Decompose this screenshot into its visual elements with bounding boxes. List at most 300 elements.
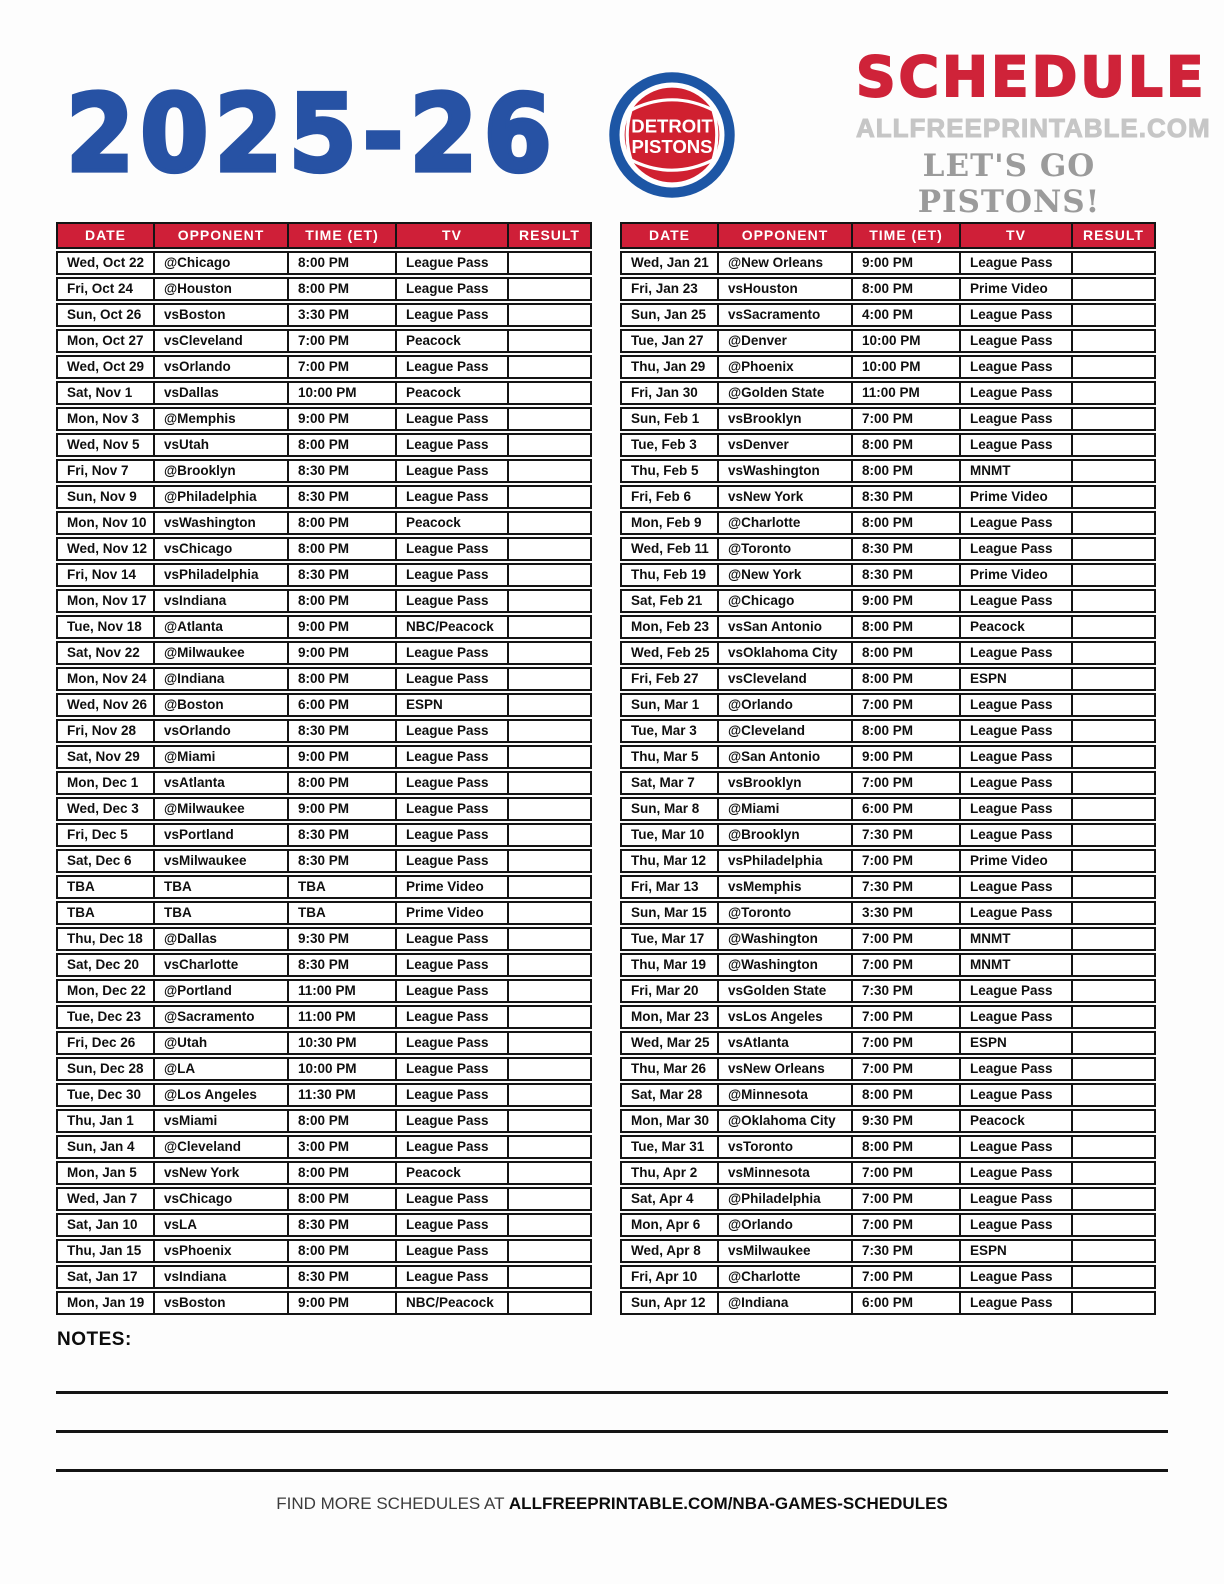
opponent-cell: @Golden State xyxy=(719,381,853,405)
logo-text-line1: DETROIT xyxy=(631,115,713,137)
opponent-cell: vsPhiladelphia xyxy=(155,563,289,587)
time-cell: 8:00 PM xyxy=(853,667,961,691)
time-cell: 9:30 PM xyxy=(289,927,397,951)
opponent-cell: @Chicago xyxy=(155,251,289,275)
result-cell xyxy=(509,771,592,795)
time-cell: 11:30 PM xyxy=(289,1083,397,1107)
date-cell: Tue, Dec 30 xyxy=(56,1083,155,1107)
column-header-opponent: OPPONENT xyxy=(155,222,289,249)
time-cell: 8:00 PM xyxy=(289,1161,397,1185)
date-cell: Tue, Feb 3 xyxy=(620,433,719,457)
result-cell xyxy=(509,667,592,691)
opponent-cell: @Philadelphia xyxy=(155,485,289,509)
opponent-cell: @Cleveland xyxy=(155,1135,289,1159)
opponent-cell: vsAtlanta xyxy=(719,1031,853,1055)
date-cell: Fri, Oct 24 xyxy=(56,277,155,301)
tv-cell: League Pass xyxy=(397,563,509,587)
table-row xyxy=(620,693,1156,717)
opponent-cell: @Milwaukee xyxy=(155,797,289,821)
result-cell xyxy=(509,1239,592,1263)
time-cell: 8:00 PM xyxy=(853,1135,961,1159)
time-cell: 7:00 PM xyxy=(853,927,961,951)
date-cell: Mon, Jan 19 xyxy=(56,1291,155,1315)
date-cell: Thu, Feb 19 xyxy=(620,563,719,587)
tv-cell: League Pass xyxy=(397,1109,509,1133)
table-header-row xyxy=(56,222,592,249)
result-cell xyxy=(509,1135,592,1159)
table-row xyxy=(56,1083,592,1107)
table-row xyxy=(56,693,592,717)
opponent-cell: @Oklahoma City xyxy=(719,1109,853,1133)
time-cell: 7:00 PM xyxy=(853,1057,961,1081)
brand-block xyxy=(856,45,1211,220)
tv-cell: League Pass xyxy=(397,1187,509,1211)
tv-cell: League Pass xyxy=(961,901,1073,925)
tv-cell: League Pass xyxy=(397,641,509,665)
result-cell xyxy=(1073,641,1156,665)
opponent-cell: vsBrooklyn xyxy=(719,407,853,431)
tv-cell: League Pass xyxy=(397,953,509,977)
time-cell: 10:00 PM xyxy=(289,381,397,405)
time-cell: 8:30 PM xyxy=(289,1265,397,1289)
tv-cell: League Pass xyxy=(961,1187,1073,1211)
result-cell xyxy=(509,277,592,301)
time-cell: 10:00 PM xyxy=(853,329,961,353)
result-cell xyxy=(1073,745,1156,769)
opponent-cell: @Miami xyxy=(155,745,289,769)
table-row xyxy=(620,1265,1156,1289)
table-row xyxy=(56,355,592,379)
result-cell xyxy=(1073,1187,1156,1211)
time-cell: 8:00 PM xyxy=(289,277,397,301)
tv-cell: League Pass xyxy=(397,303,509,327)
time-cell: TBA xyxy=(289,901,397,925)
opponent-cell: TBA xyxy=(155,875,289,899)
date-cell: Thu, Mar 12 xyxy=(620,849,719,873)
time-cell: 8:00 PM xyxy=(289,771,397,795)
opponent-cell: vsWashington xyxy=(155,511,289,535)
table-row xyxy=(56,1031,592,1055)
time-cell: 8:30 PM xyxy=(289,459,397,483)
time-cell: 9:00 PM xyxy=(853,745,961,769)
opponent-cell: vsDallas xyxy=(155,381,289,405)
column-header-time: TIME (ET) xyxy=(289,222,397,249)
opponent-cell: @Los Angeles xyxy=(155,1083,289,1107)
date-cell: Tue, Mar 17 xyxy=(620,927,719,951)
time-cell: 6:00 PM xyxy=(853,1291,961,1315)
table-row xyxy=(56,745,592,769)
opponent-cell: vsSan Antonio xyxy=(719,615,853,639)
table-row xyxy=(56,485,592,509)
table-row xyxy=(56,1057,592,1081)
date-cell: Wed, Oct 29 xyxy=(56,355,155,379)
date-cell: Sat, Feb 21 xyxy=(620,589,719,613)
result-cell xyxy=(1073,1057,1156,1081)
result-cell xyxy=(509,849,592,873)
time-cell: 7:30 PM xyxy=(853,823,961,847)
date-cell: Wed, Jan 7 xyxy=(56,1187,155,1211)
table-row xyxy=(620,459,1156,483)
result-cell xyxy=(509,1187,592,1211)
logo-text-line2: PISTONS xyxy=(631,135,713,157)
time-cell: 8:00 PM xyxy=(289,251,397,275)
table-row xyxy=(620,771,1156,795)
time-cell: 7:00 PM xyxy=(289,329,397,353)
table-row xyxy=(56,1213,592,1237)
table-row xyxy=(56,797,592,821)
result-cell xyxy=(509,615,592,639)
date-cell: Tue, Nov 18 xyxy=(56,615,155,639)
opponent-cell: vsBrooklyn xyxy=(719,771,853,795)
table-row xyxy=(620,1005,1156,1029)
brand-title: SCHEDULE xyxy=(856,45,1207,109)
footer-text: FIND MORE SCHEDULES AT xyxy=(276,1494,509,1513)
result-cell xyxy=(509,641,592,665)
opponent-cell: @Brooklyn xyxy=(719,823,853,847)
result-cell xyxy=(509,355,592,379)
time-cell: 3:00 PM xyxy=(289,1135,397,1159)
tv-cell: League Pass xyxy=(961,979,1073,1003)
time-cell: 8:00 PM xyxy=(853,277,961,301)
result-cell xyxy=(509,797,592,821)
date-cell: Fri, Dec 26 xyxy=(56,1031,155,1055)
time-cell: 7:00 PM xyxy=(853,953,961,977)
time-cell: 11:00 PM xyxy=(289,1005,397,1029)
tv-cell: League Pass xyxy=(961,511,1073,535)
opponent-cell: vsWashington xyxy=(719,459,853,483)
result-cell xyxy=(1073,1083,1156,1107)
opponent-cell: @Sacramento xyxy=(155,1005,289,1029)
time-cell: 8:30 PM xyxy=(289,485,397,509)
tv-cell: Peacock xyxy=(397,1161,509,1185)
opponent-cell: vsMilwaukee xyxy=(155,849,289,873)
result-cell xyxy=(509,251,592,275)
time-cell: 7:30 PM xyxy=(853,875,961,899)
tv-cell: League Pass xyxy=(961,1161,1073,1185)
result-cell xyxy=(509,563,592,587)
date-cell: Wed, Feb 25 xyxy=(620,641,719,665)
tv-cell: League Pass xyxy=(397,251,509,275)
table-row xyxy=(620,875,1156,899)
date-cell: Sat, Mar 28 xyxy=(620,1083,719,1107)
date-cell: Wed, Dec 3 xyxy=(56,797,155,821)
table-row xyxy=(56,251,592,275)
result-cell xyxy=(1073,589,1156,613)
date-cell: Mon, Dec 1 xyxy=(56,771,155,795)
time-cell: 7:00 PM xyxy=(853,1005,961,1029)
date-cell: Sun, Jan 25 xyxy=(620,303,719,327)
date-cell: Sat, Dec 20 xyxy=(56,953,155,977)
table-row xyxy=(620,1057,1156,1081)
opponent-cell: vsNew York xyxy=(155,1161,289,1185)
tv-cell: League Pass xyxy=(961,771,1073,795)
tv-cell: Prime Video xyxy=(961,849,1073,873)
tv-cell: League Pass xyxy=(397,771,509,795)
table-row xyxy=(620,979,1156,1003)
date-cell: Mon, Dec 22 xyxy=(56,979,155,1003)
result-cell xyxy=(509,1265,592,1289)
table-row xyxy=(620,381,1156,405)
season-title: 2025-26 xyxy=(66,73,558,197)
tv-cell: League Pass xyxy=(397,667,509,691)
date-cell: Tue, Jan 27 xyxy=(620,329,719,353)
result-cell xyxy=(509,459,592,483)
table-row xyxy=(56,589,592,613)
table-row xyxy=(56,953,592,977)
date-cell: Wed, Nov 12 xyxy=(56,537,155,561)
tv-cell: League Pass xyxy=(397,355,509,379)
brand-site: ALLFREEPRINTABLE.COM xyxy=(856,113,1211,143)
time-cell: 11:00 PM xyxy=(289,979,397,1003)
date-cell: Fri, Nov 28 xyxy=(56,719,155,743)
tv-cell: League Pass xyxy=(961,355,1073,379)
opponent-cell: @Atlanta xyxy=(155,615,289,639)
result-cell xyxy=(509,693,592,717)
time-cell: 8:00 PM xyxy=(289,589,397,613)
opponent-cell: vsGolden State xyxy=(719,979,853,1003)
tv-cell: NBC/Peacock xyxy=(397,615,509,639)
result-cell xyxy=(1073,381,1156,405)
tv-cell: League Pass xyxy=(961,1265,1073,1289)
time-cell: 8:00 PM xyxy=(289,1109,397,1133)
result-cell xyxy=(1073,979,1156,1003)
opponent-cell: @Miami xyxy=(719,797,853,821)
opponent-cell: @Washington xyxy=(719,927,853,951)
result-cell xyxy=(509,407,592,431)
table-row xyxy=(56,641,592,665)
table-row xyxy=(56,537,592,561)
date-cell: Sun, Mar 15 xyxy=(620,901,719,925)
date-cell: Thu, Mar 19 xyxy=(620,953,719,977)
table-header-row xyxy=(620,222,1156,249)
result-cell xyxy=(1073,771,1156,795)
date-cell: Wed, Oct 22 xyxy=(56,251,155,275)
schedule-tables xyxy=(0,220,1224,1317)
column-header-result: RESULT xyxy=(1073,222,1156,249)
time-cell: 11:00 PM xyxy=(853,381,961,405)
result-cell xyxy=(509,927,592,951)
schedule-table-right xyxy=(620,220,1156,1317)
opponent-cell: vsCharlotte xyxy=(155,953,289,977)
date-cell: Wed, Nov 26 xyxy=(56,693,155,717)
result-cell xyxy=(1073,355,1156,379)
tv-cell: NBC/Peacock xyxy=(397,1291,509,1315)
table-row xyxy=(620,901,1156,925)
date-cell: Mon, Mar 23 xyxy=(620,1005,719,1029)
date-cell: Sun, Mar 1 xyxy=(620,693,719,717)
time-cell: 7:00 PM xyxy=(853,1213,961,1237)
result-cell xyxy=(1073,1135,1156,1159)
tv-cell: League Pass xyxy=(961,589,1073,613)
tv-cell: MNMT xyxy=(961,953,1073,977)
table-row xyxy=(56,1135,592,1159)
date-cell: Thu, Mar 26 xyxy=(620,1057,719,1081)
tv-cell: League Pass xyxy=(961,719,1073,743)
opponent-cell: @Charlotte xyxy=(719,511,853,535)
time-cell: 8:00 PM xyxy=(289,433,397,457)
table-row xyxy=(620,719,1156,743)
date-cell: Fri, Jan 30 xyxy=(620,381,719,405)
result-cell xyxy=(1073,1265,1156,1289)
time-cell: 8:30 PM xyxy=(289,1213,397,1237)
table-row xyxy=(620,433,1156,457)
time-cell: 8:00 PM xyxy=(289,1187,397,1211)
table-row xyxy=(56,433,592,457)
date-cell: Mon, Nov 24 xyxy=(56,667,155,691)
date-cell: Thu, Jan 15 xyxy=(56,1239,155,1263)
date-cell: Sat, Nov 1 xyxy=(56,381,155,405)
time-cell: 4:00 PM xyxy=(853,303,961,327)
date-cell: Mon, Nov 10 xyxy=(56,511,155,535)
result-cell xyxy=(509,901,592,925)
opponent-cell: @Indiana xyxy=(719,1291,853,1315)
time-cell: 3:30 PM xyxy=(289,303,397,327)
date-cell: Sun, Oct 26 xyxy=(56,303,155,327)
time-cell: 8:30 PM xyxy=(289,563,397,587)
date-cell: Thu, Feb 5 xyxy=(620,459,719,483)
tv-cell: League Pass xyxy=(961,433,1073,457)
table-row xyxy=(56,407,592,431)
date-cell: Fri, Nov 14 xyxy=(56,563,155,587)
opponent-cell: vsPhoenix xyxy=(155,1239,289,1263)
time-cell: 9:00 PM xyxy=(289,407,397,431)
table-row xyxy=(620,1187,1156,1211)
tv-cell: ESPN xyxy=(961,1239,1073,1263)
tv-cell: League Pass xyxy=(397,1083,509,1107)
time-cell: 9:00 PM xyxy=(289,797,397,821)
result-cell xyxy=(509,1109,592,1133)
opponent-cell: vsHouston xyxy=(719,277,853,301)
tv-cell: League Pass xyxy=(961,693,1073,717)
table-row xyxy=(620,953,1156,977)
date-cell: Sun, Nov 9 xyxy=(56,485,155,509)
table-row xyxy=(620,1213,1156,1237)
table-row xyxy=(56,277,592,301)
result-cell xyxy=(509,381,592,405)
tv-cell: League Pass xyxy=(397,1265,509,1289)
table-row xyxy=(620,615,1156,639)
result-cell xyxy=(1073,537,1156,561)
date-cell: Sun, Dec 28 xyxy=(56,1057,155,1081)
opponent-cell: @Boston xyxy=(155,693,289,717)
result-cell xyxy=(1073,615,1156,639)
date-cell: Mon, Nov 17 xyxy=(56,589,155,613)
opponent-cell: @LA xyxy=(155,1057,289,1081)
tv-cell: League Pass xyxy=(961,823,1073,847)
opponent-cell: vsMemphis xyxy=(719,875,853,899)
time-cell: 7:00 PM xyxy=(853,1187,961,1211)
date-cell: Thu, Mar 5 xyxy=(620,745,719,769)
opponent-cell: @Denver xyxy=(719,329,853,353)
table-row xyxy=(620,745,1156,769)
table-row xyxy=(620,251,1156,275)
time-cell: 8:00 PM xyxy=(289,537,397,561)
time-cell: 8:30 PM xyxy=(289,953,397,977)
result-cell xyxy=(1073,459,1156,483)
result-cell xyxy=(1073,693,1156,717)
tv-cell: League Pass xyxy=(397,277,509,301)
time-cell: 7:00 PM xyxy=(853,1031,961,1055)
date-cell: Sat, Dec 6 xyxy=(56,849,155,873)
opponent-cell: @Charlotte xyxy=(719,1265,853,1289)
result-cell xyxy=(1073,927,1156,951)
tv-cell: League Pass xyxy=(397,745,509,769)
opponent-cell: vsIndiana xyxy=(155,1265,289,1289)
opponent-cell: vsOklahoma City xyxy=(719,641,853,665)
result-cell xyxy=(1073,1005,1156,1029)
result-cell xyxy=(1073,433,1156,457)
tv-cell: League Pass xyxy=(397,823,509,847)
result-cell xyxy=(509,953,592,977)
time-cell: 7:00 PM xyxy=(289,355,397,379)
result-cell xyxy=(509,589,592,613)
result-cell xyxy=(1073,901,1156,925)
schedule-table-left xyxy=(56,220,592,1317)
date-cell: Fri, Apr 10 xyxy=(620,1265,719,1289)
time-cell: 8:00 PM xyxy=(853,719,961,743)
date-cell: Mon, Apr 6 xyxy=(620,1213,719,1237)
time-cell: 8:30 PM xyxy=(853,537,961,561)
table-row xyxy=(56,511,592,535)
date-cell: Wed, Jan 21 xyxy=(620,251,719,275)
tv-cell: League Pass xyxy=(961,329,1073,353)
date-cell: Sat, Mar 7 xyxy=(620,771,719,795)
column-header-opponent: OPPONENT xyxy=(719,222,853,249)
tv-cell: Prime Video xyxy=(961,277,1073,301)
tv-cell: League Pass xyxy=(961,1057,1073,1081)
tv-cell: League Pass xyxy=(397,1031,509,1055)
page-header xyxy=(0,0,1224,220)
tv-cell: League Pass xyxy=(961,745,1073,769)
tv-cell: League Pass xyxy=(397,979,509,1003)
result-cell xyxy=(1073,563,1156,587)
date-cell: Wed, Mar 25 xyxy=(620,1031,719,1055)
table-row xyxy=(56,1109,592,1133)
tv-cell: League Pass xyxy=(397,485,509,509)
opponent-cell: vsDenver xyxy=(719,433,853,457)
date-cell: Sat, Nov 22 xyxy=(56,641,155,665)
time-cell: 7:00 PM xyxy=(853,771,961,795)
tv-cell: League Pass xyxy=(397,927,509,951)
opponent-cell: vsMinnesota xyxy=(719,1161,853,1185)
result-cell xyxy=(1073,1161,1156,1185)
result-cell xyxy=(1073,251,1156,275)
result-cell xyxy=(509,485,592,509)
tv-cell: Prime Video xyxy=(961,563,1073,587)
tv-cell: League Pass xyxy=(397,1135,509,1159)
table-row xyxy=(56,381,592,405)
tv-cell: League Pass xyxy=(961,303,1073,327)
time-cell: 9:00 PM xyxy=(289,615,397,639)
table-row xyxy=(620,1083,1156,1107)
table-row xyxy=(620,303,1156,327)
date-cell: Mon, Mar 30 xyxy=(620,1109,719,1133)
opponent-cell: @Orlando xyxy=(719,1213,853,1237)
table-row xyxy=(56,1239,592,1263)
opponent-cell: vsCleveland xyxy=(719,667,853,691)
date-cell: Fri, Dec 5 xyxy=(56,823,155,847)
table-row xyxy=(620,563,1156,587)
time-cell: 9:00 PM xyxy=(289,641,397,665)
result-cell xyxy=(509,1213,592,1237)
table-row xyxy=(620,1291,1156,1315)
opponent-cell: vsPhiladelphia xyxy=(719,849,853,873)
table-row xyxy=(56,563,592,587)
time-cell: 8:00 PM xyxy=(853,511,961,535)
tv-cell: ESPN xyxy=(397,693,509,717)
result-cell xyxy=(1073,277,1156,301)
result-cell xyxy=(1073,797,1156,821)
